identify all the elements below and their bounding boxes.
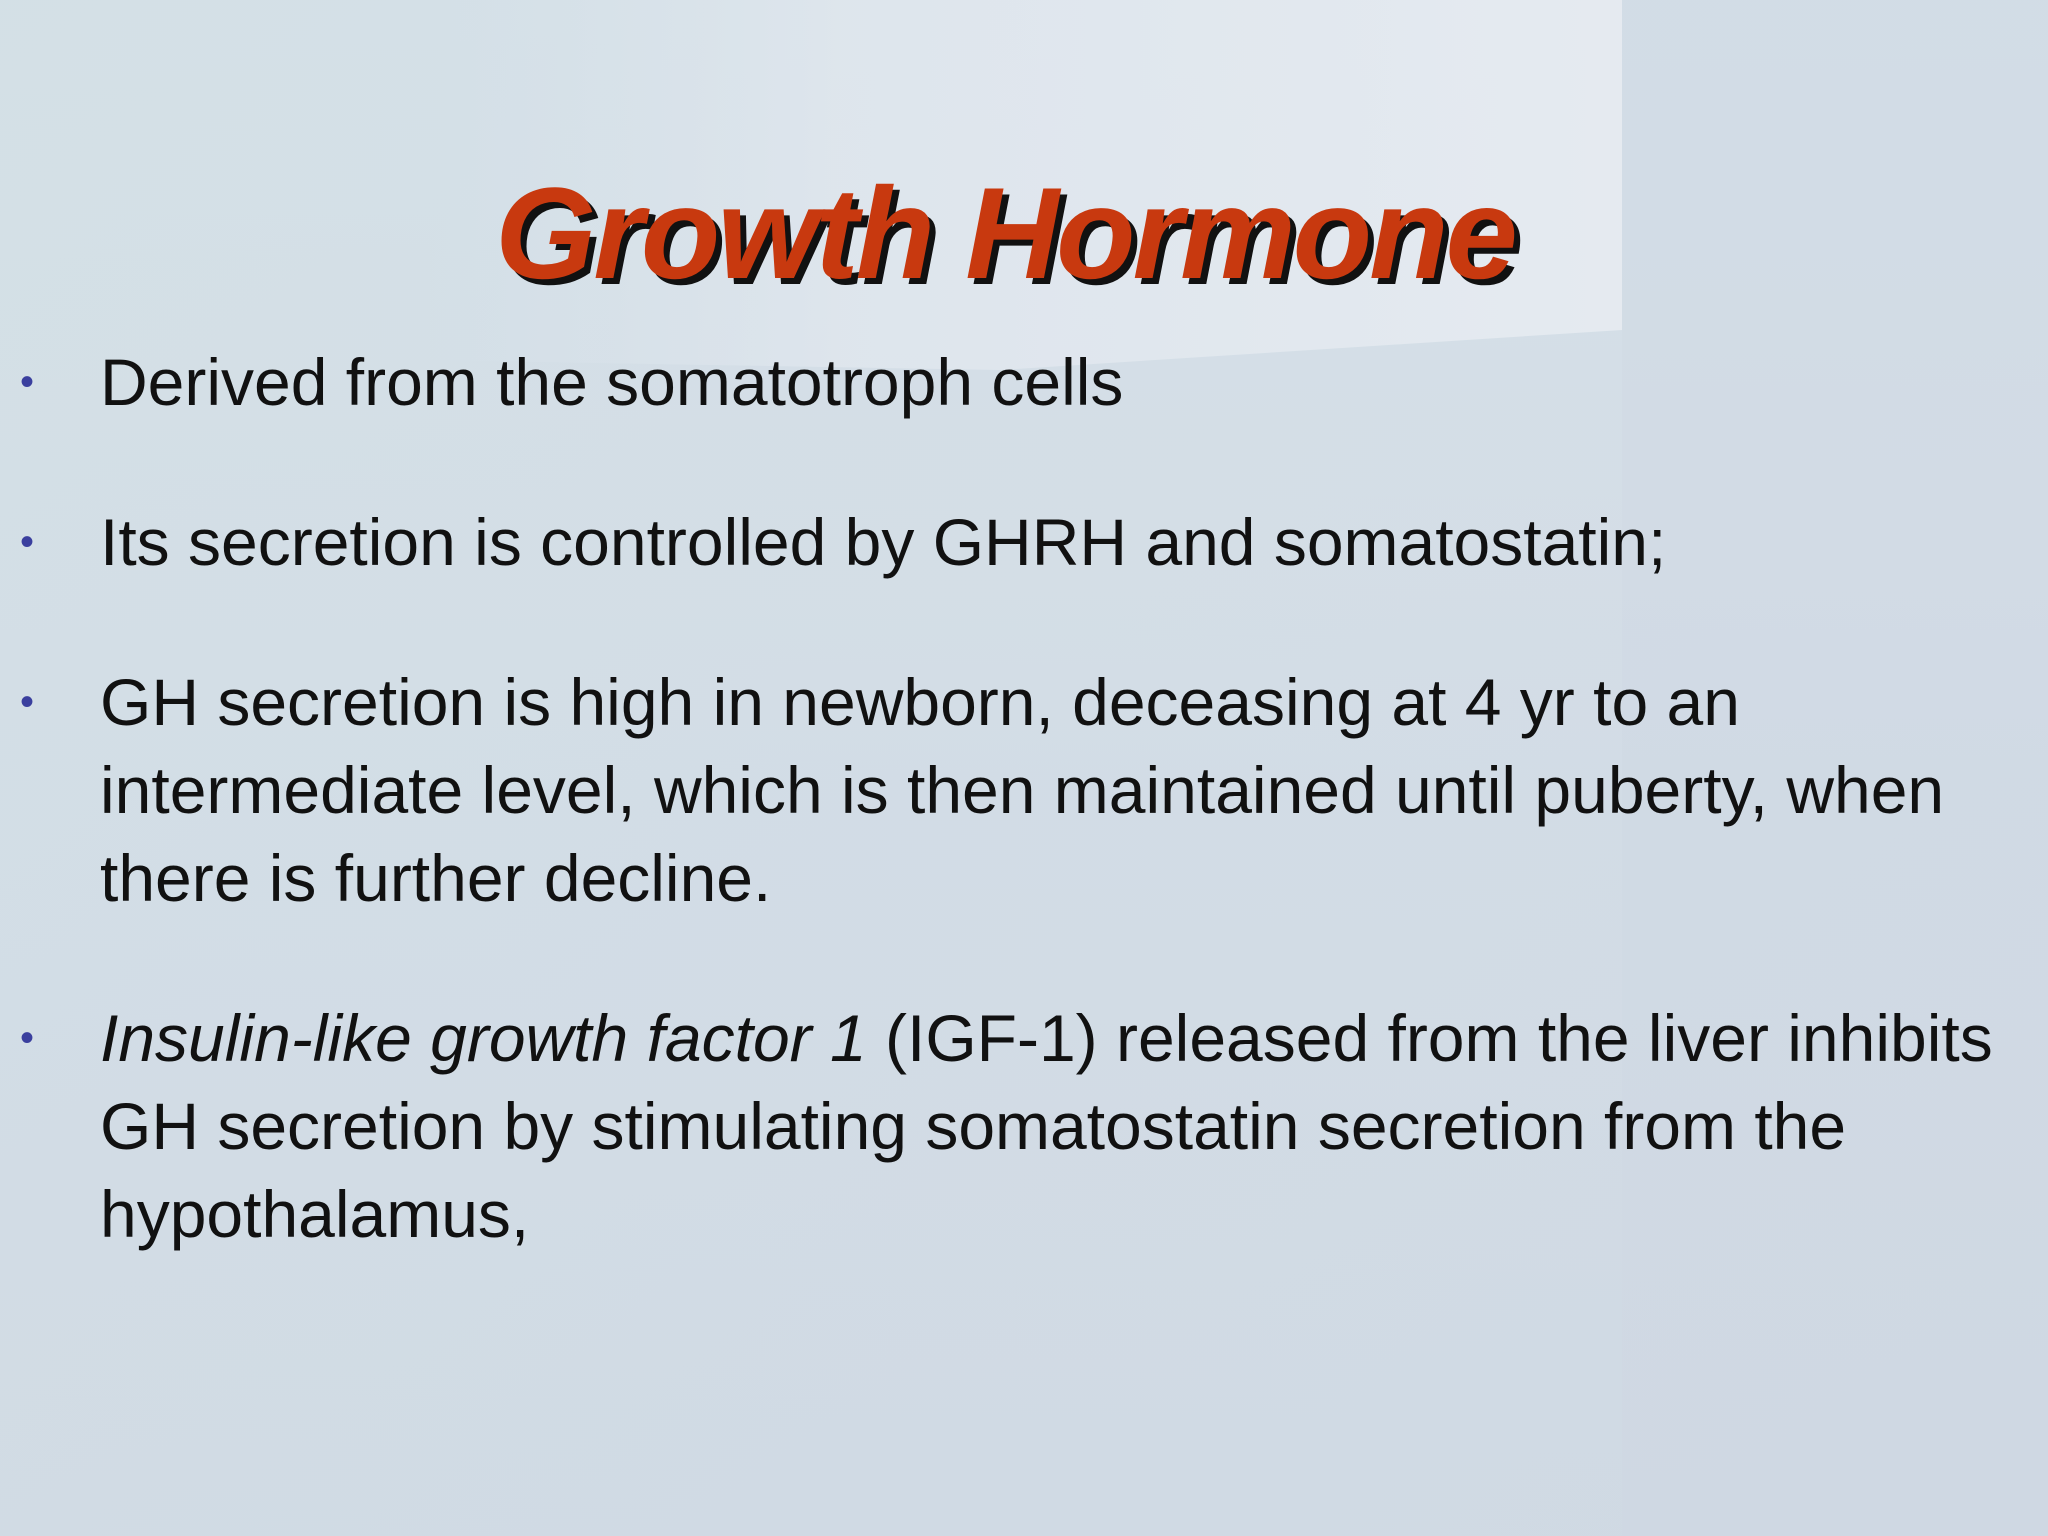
bullet-marker-icon: • — [20, 520, 35, 564]
bullet-text: Derived from the somatotroph cells — [100, 345, 1124, 419]
bullet-item — [0, 498, 2048, 586]
bullet-item — [0, 994, 2048, 1258]
bullet-text: GH secretion is high in newborn, deceasing at 4 yr to an intermediate level, which is then maintained until puberty, when there is further decline. — [100, 665, 1945, 915]
bullet-text: Its secretion is controlled by GHRH and somatostatin; — [100, 505, 1667, 579]
bullet-marker-icon: • — [20, 1016, 35, 1060]
slide-title: Growth Hormone — [495, 160, 1515, 306]
bullet-italic-term: Insulin-like growth factor 1 — [100, 1001, 867, 1075]
bullet-list — [0, 338, 2048, 1258]
bullet-item — [0, 658, 2048, 922]
bullet-marker-icon: • — [20, 360, 35, 404]
bullet-text: (IGF-1) released from the liver inhibits GH secretion by stimulating somatostatin secretion from the hypothalamus, — [100, 1001, 1993, 1251]
bullet-marker-icon: • — [20, 680, 35, 724]
bullet-item — [0, 338, 2048, 426]
